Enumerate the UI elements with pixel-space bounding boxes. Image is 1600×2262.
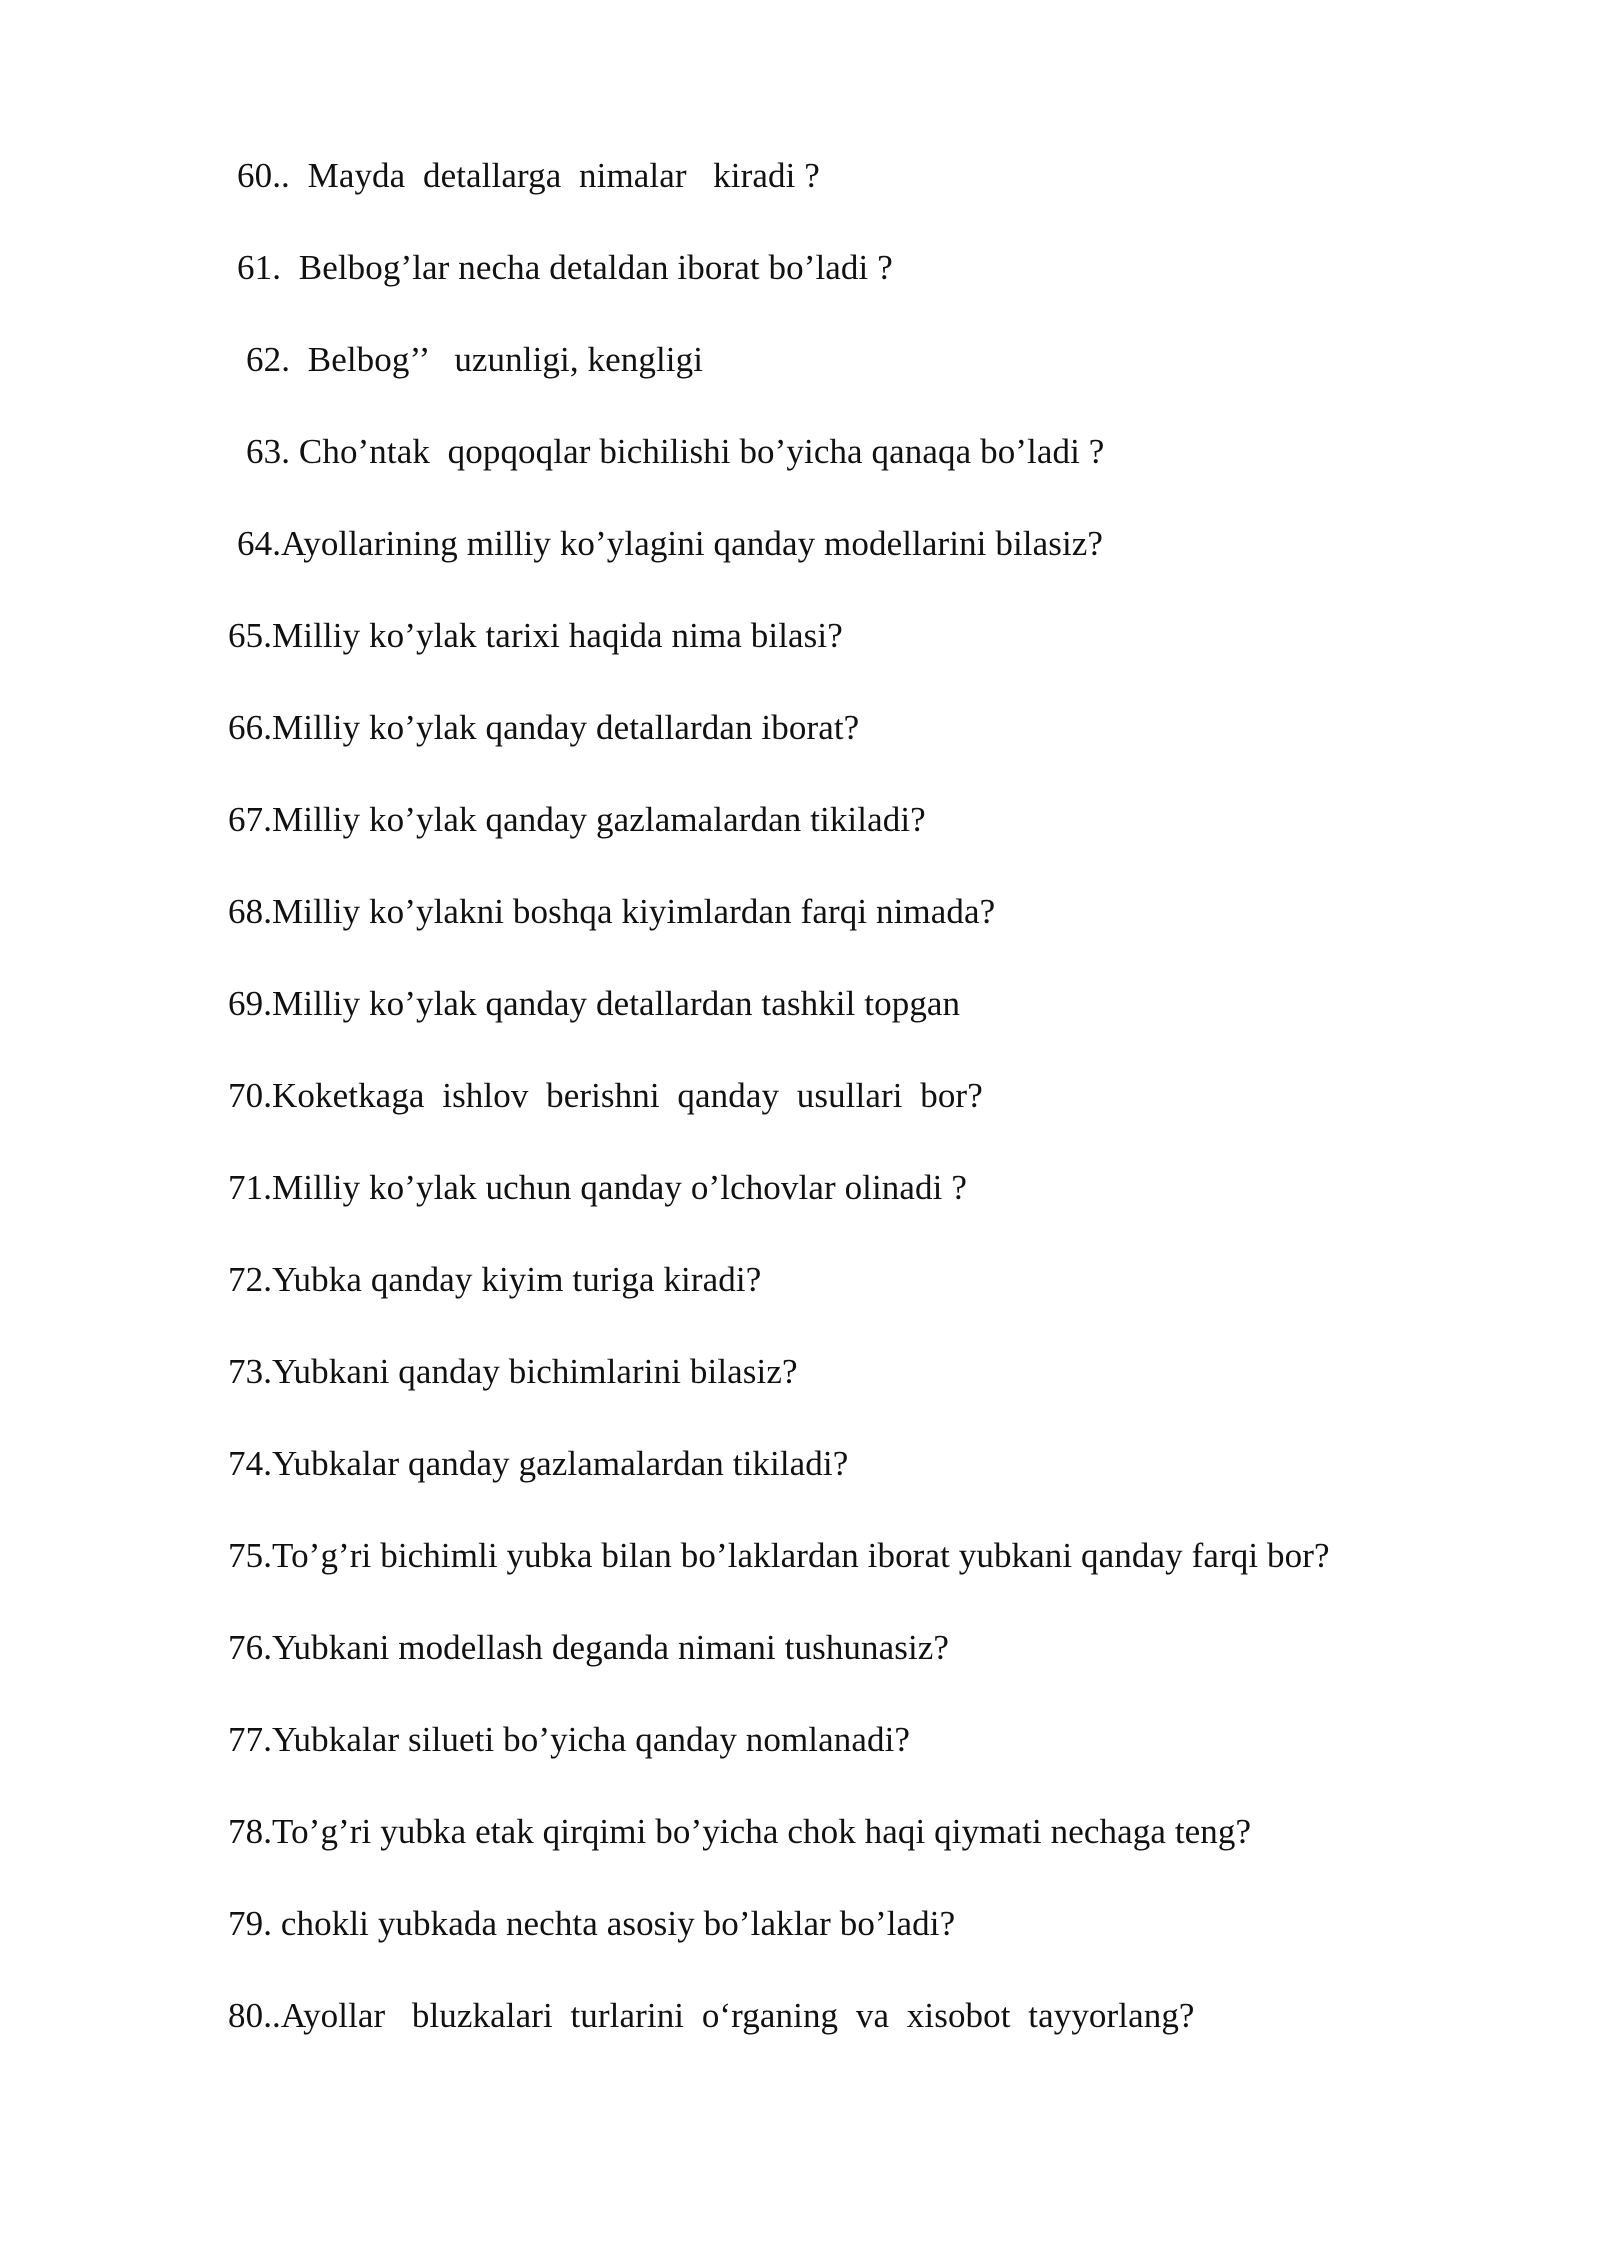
question-79: 79. chokli yubkada nechta asosiy bo’laklar bo’ladi? [228, 1904, 956, 1943]
question-66: 66.Milliy ko’ylak qanday detallardan iborat? [228, 708, 860, 747]
question-68: 68.Milliy ko’ylakni boshqa kiyimlardan farqi nimada? [228, 892, 996, 931]
question-76: 76.Yubkani modellash deganda nimani tushunasiz? [228, 1628, 950, 1667]
question-72: 72.Yubka qanday kiyim turiga kiradi? [228, 1260, 762, 1299]
question-62: 62. Belbog’’ uzunligi, kengligi [246, 340, 704, 379]
question-80: 80..Ayollar bluzkalari turlarini o‘rganing va xisobot tayyorlang? [228, 1996, 1195, 2035]
question-67: 67.Milliy ko’ylak qanday gazlamalardan tikiladi? [228, 800, 926, 839]
question-78: 78.To’g’ri yubka etak qirqimi bo’yicha chok haqi qiymati nechaga teng? [228, 1812, 1252, 1851]
question-70: 70.Koketkaga ishlov berishni qanday usullari bor? [228, 1076, 983, 1115]
question-60: 60.. Mayda detallarga nimalar kiradi ? [237, 156, 820, 195]
question-75: 75.To’g’ri bichimli yubka bilan bo’laklardan iborat yubkani qanday farqi bor? [228, 1536, 1330, 1575]
question-list [0, 150, 1600, 2082]
question-63: 63. Cho’ntak qopqoqlar bichilishi bo’yicha qanaqa bo’ladi ? [246, 432, 1105, 471]
question-74: 74.Yubkalar qanday gazlamalardan tikiladi? [228, 1444, 849, 1483]
question-61: 61. Belbog’lar necha detaldan iborat bo’ladi ? [237, 248, 893, 287]
question-69: 69.Milliy ko’ylak qanday detallardan tashkil topgan [228, 984, 961, 1023]
question-64: 64.Ayollarining milliy ko’ylagini qanday modellarini bilasiz? [237, 524, 1104, 563]
question-73: 73.Yubkani qanday bichimlarini bilasiz? [228, 1352, 798, 1391]
question-77: 77.Yubkalar silueti bo’yicha qanday nomlanadi? [228, 1720, 911, 1759]
question-71: 71.Milliy ko’ylak uchun qanday o’lchovlar olinadi ? [228, 1168, 967, 1207]
question-65: 65.Milliy ko’ylak tarixi haqida nima bilasi? [228, 616, 843, 655]
